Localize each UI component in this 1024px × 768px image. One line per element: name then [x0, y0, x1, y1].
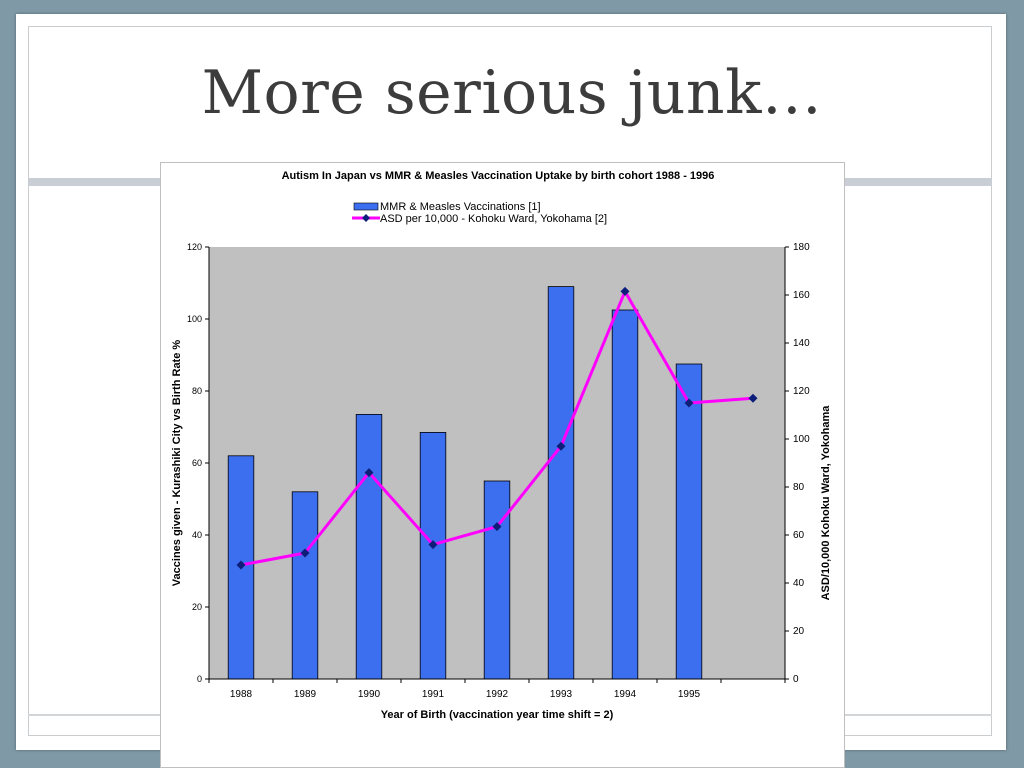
y2-tick-label: 0 [793, 674, 799, 685]
x-tick-label: 1995 [677, 689, 701, 700]
y2-tick-label: 140 [793, 338, 810, 349]
y-tick-label: 80 [191, 386, 202, 396]
bar-1991 [420, 432, 446, 679]
x-tick-label: 1992 [485, 689, 509, 700]
y2-tick-label: 120 [793, 386, 810, 397]
slide-title: More serious junk… [201, 58, 823, 128]
bar-1992 [484, 481, 510, 679]
y2-tick-label: 80 [793, 482, 805, 493]
bar-1994 [612, 310, 638, 679]
x-tick-label: 1993 [549, 689, 573, 700]
y2-tick-label: 40 [793, 578, 805, 589]
legend-bar-label: MMR & Measles Vaccinations [1] [380, 201, 541, 213]
bar-1993 [548, 287, 574, 679]
y-tick-label: 0 [196, 674, 202, 684]
bar-1989 [292, 492, 318, 679]
x-tick-label: 1994 [613, 689, 637, 700]
y2-tick-label: 20 [793, 626, 805, 637]
y2-tick-label: 180 [793, 242, 810, 253]
y2-tick-label: 100 [793, 434, 810, 445]
chart-svg [161, 163, 846, 767]
chart-card [160, 162, 845, 768]
y-tick-label: 40 [191, 530, 202, 540]
y2-axis-label: ASD/10,000 Kohoku Ward, Yokohama [820, 405, 832, 601]
bar-1995 [676, 364, 702, 679]
y-tick-label: 120 [186, 242, 202, 252]
y-tick-label: 60 [191, 458, 202, 468]
x-axis-label: Year of Birth (vaccination year time shift = 2) [380, 709, 614, 721]
legend-line-marker [362, 214, 370, 222]
y2-tick-label: 160 [793, 290, 810, 301]
x-tick-label: 1988 [229, 689, 253, 700]
x-tick-label: 1989 [293, 689, 317, 700]
chart-title: Autism In Japan vs MMR & Measles Vaccination Uptake by birth cohort 1988 - 1996 [281, 170, 715, 182]
y2-tick-label: 60 [793, 530, 805, 541]
y-tick-label: 20 [191, 602, 202, 612]
x-tick-label: 1990 [357, 689, 381, 700]
x-tick-label: 1991 [421, 689, 445, 700]
chart-legend [352, 201, 607, 225]
bar-1990 [356, 414, 382, 679]
legend-line-label: ASD per 10,000 - Kohoku Ward, Yokohama [2] [380, 213, 608, 225]
legend-bar-swatch [354, 203, 378, 210]
y-tick-label: 100 [186, 314, 202, 324]
y-axis-label: Vaccines given - Kurashiki City vs Birth Rate % [171, 339, 183, 587]
